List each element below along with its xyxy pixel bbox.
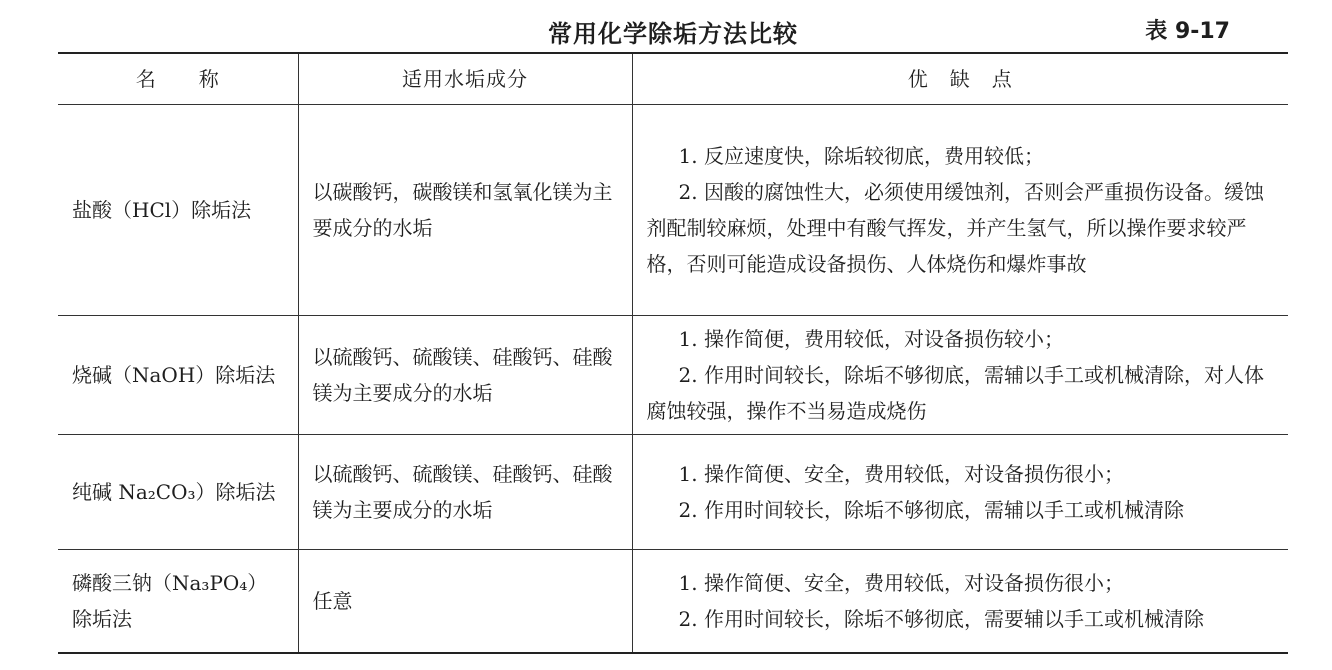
- table-title: 常用化学除垢方法比较: [548, 20, 798, 48]
- table-row: [58, 550, 1288, 654]
- method-name: 盐酸（HCl）除垢法: [58, 105, 298, 316]
- pros-cons-cell: [632, 435, 1288, 550]
- header-name: 名 称: [58, 53, 298, 105]
- pros-cons-point: 2. 作用时间较长，除垢不够彻底，需要辅以手工或机械清除: [678, 607, 1204, 631]
- table-row: [58, 316, 1288, 435]
- pros-cons-point: 1. 操作简便，费用较低，对设备损伤较小；: [678, 327, 1064, 351]
- table-number: 表 9-17: [1145, 19, 1230, 44]
- pros-cons-cell: [632, 105, 1288, 316]
- table-header-row: [58, 53, 1288, 105]
- pros-cons-point: 1. 操作简便、安全，费用较低，对设备损伤很小；: [678, 462, 1124, 486]
- pros-cons-point: 2. 作用时间较长，除垢不够彻底，需辅以手工或机械清除: [678, 498, 1184, 522]
- header-component: 适用水垢成分: [298, 53, 632, 105]
- scale-component: 以硫酸钙、硫酸镁、硅酸钙、硅酸镁为主要成分的水垢: [298, 435, 632, 550]
- pros-cons-point: 2. 因酸的腐蚀性大，必须使用缓蚀剂，否则会严重损伤设备。缓蚀剂配制较麻烦，处理中有酸气挥发，并产生氢气，所以操作要求较严格，否则可能造成设备损伤、人体烧伤和爆炸事故: [646, 180, 1264, 276]
- table-row: [58, 435, 1288, 550]
- scale-component: 以硫酸钙、硫酸镁、硅酸钙、硅酸镁为主要成分的水垢: [298, 316, 632, 435]
- pros-cons-point: 1. 反应速度快，除垢较彻底，费用较低；: [678, 144, 1044, 168]
- scale-component: 以碳酸钙，碳酸镁和氢氧化镁为主要成分的水垢: [298, 105, 632, 316]
- pros-cons-cell: [632, 550, 1288, 654]
- method-name: 磷酸三钠（Na₃PO₄）除垢法: [58, 550, 298, 654]
- pros-cons-cell: [632, 316, 1288, 435]
- method-name: 纯碱 Na₂CO₃）除垢法: [58, 435, 298, 550]
- pros-cons-point: 2. 作用时间较长，除垢不够彻底，需辅以手工或机械清除，对人体腐蚀较强，操作不当易造成烧伤: [646, 363, 1264, 423]
- scale-component: 任意: [298, 550, 632, 654]
- header-pros-cons: 优 缺 点: [632, 53, 1288, 105]
- pros-cons-point: 1. 操作简便、安全，费用较低，对设备损伤很小；: [678, 571, 1124, 595]
- table-caption: [58, 8, 1288, 46]
- method-name: 烧碱（NaOH）除垢法: [58, 316, 298, 435]
- descaling-methods-table: [58, 52, 1288, 654]
- table-row: [58, 105, 1288, 316]
